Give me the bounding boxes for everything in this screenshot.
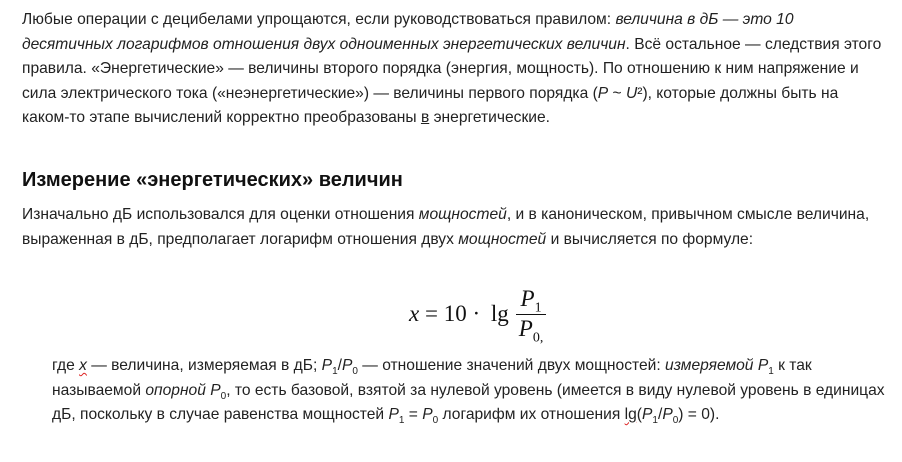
sub-1: 1 <box>652 415 658 427</box>
formula-numerator <box>518 286 545 314</box>
rule-emphasis: величина в дБ — это 10 десятичных логарифмов отношения двух одноименных энергетических величин <box>22 11 794 53</box>
formula-fraction <box>516 286 547 346</box>
superscript: ² <box>637 84 643 102</box>
decibel-formula <box>409 282 546 346</box>
p-var: P <box>757 357 769 374</box>
text: ( <box>636 406 642 424</box>
formula-lhs: x <box>409 301 420 326</box>
x-variable: x <box>79 357 87 374</box>
paragraph-formula-explanation <box>52 354 892 428</box>
numerator-var: P <box>520 286 535 311</box>
sub-0: 0 <box>220 390 227 402</box>
denominator-sub: 0, <box>532 330 544 346</box>
text: ~ <box>608 84 626 102</box>
sub-0: 0 <box>352 366 358 378</box>
sub-0: 0 <box>672 415 679 427</box>
paragraph-power-ratio <box>22 203 882 252</box>
denominator-var: P <box>518 316 533 341</box>
section-heading: Измерение «энергетических» величин <box>22 169 403 191</box>
p-var: P <box>662 406 673 424</box>
text: и вычисляется по формуле: <box>546 230 754 248</box>
text: , и в каноническом, привычном смысле величина, выраженная в дБ, предполагает логарифм отношения двух <box>22 206 870 248</box>
formula-denominator <box>516 315 547 346</box>
voltage-variable: U <box>625 84 638 102</box>
text: , то есть базовой, взятой за нулевой уровень (имеется в виду нулевой уровень в единицах дБ, поскольку в случае равенства мощностей <box>52 381 885 424</box>
text: . Всё остальное — следствия этого правила. «Энергетические» — величины второго порядка (энергия, мощность). По отношению к ним напряжение и сила электрического тока («неэнергетические») — величины первого порядка ( <box>22 35 882 102</box>
text: — отношение значений двух мощностей: <box>357 357 666 374</box>
p-var: P <box>388 406 399 424</box>
text: логарифм их отношения <box>438 406 625 424</box>
sub-1: 1 <box>332 366 338 378</box>
sub-1: 1 <box>768 366 774 378</box>
sub-1: 1 <box>398 415 405 427</box>
sub-0: 0 <box>432 415 439 427</box>
lg-function: lg <box>624 406 637 424</box>
power-variable: P <box>597 84 609 102</box>
slash: / <box>657 406 663 424</box>
text: энергетические. <box>429 109 550 127</box>
paragraph-decibel-rule <box>22 8 882 131</box>
p-var: P <box>341 357 353 374</box>
link-word[interactable]: в <box>420 109 430 127</box>
p-var: P <box>642 406 653 424</box>
formula-log: lg <box>490 301 509 326</box>
text: где <box>52 357 80 374</box>
emphasis-measured: измеряемой <box>665 357 754 374</box>
p-var: P <box>321 357 333 374</box>
text: ), которые должны быть на каком-то этапе вычислений корректно преобразованы <box>22 84 839 127</box>
p-var: P <box>210 381 221 399</box>
p-var: P <box>422 406 433 424</box>
emphasis-reference: опорной <box>145 381 206 399</box>
emphasis-powers: мощностей <box>458 230 547 248</box>
text: ) = 0). <box>678 406 720 424</box>
text: = <box>404 406 423 424</box>
text: к так называемой <box>52 357 812 399</box>
slash: / <box>337 357 342 374</box>
text: Изначально дБ использовался для оценки отношения <box>22 206 419 223</box>
numerator-sub: 1 <box>534 300 542 316</box>
formula-equals: = 10 · <box>419 301 486 326</box>
text: — величина, измеряемая в дБ; <box>86 357 322 374</box>
text: Любые операции с децибелами упрощаются, если руководствоваться правилом: <box>22 11 616 28</box>
emphasis-powers: мощностей <box>418 206 507 223</box>
